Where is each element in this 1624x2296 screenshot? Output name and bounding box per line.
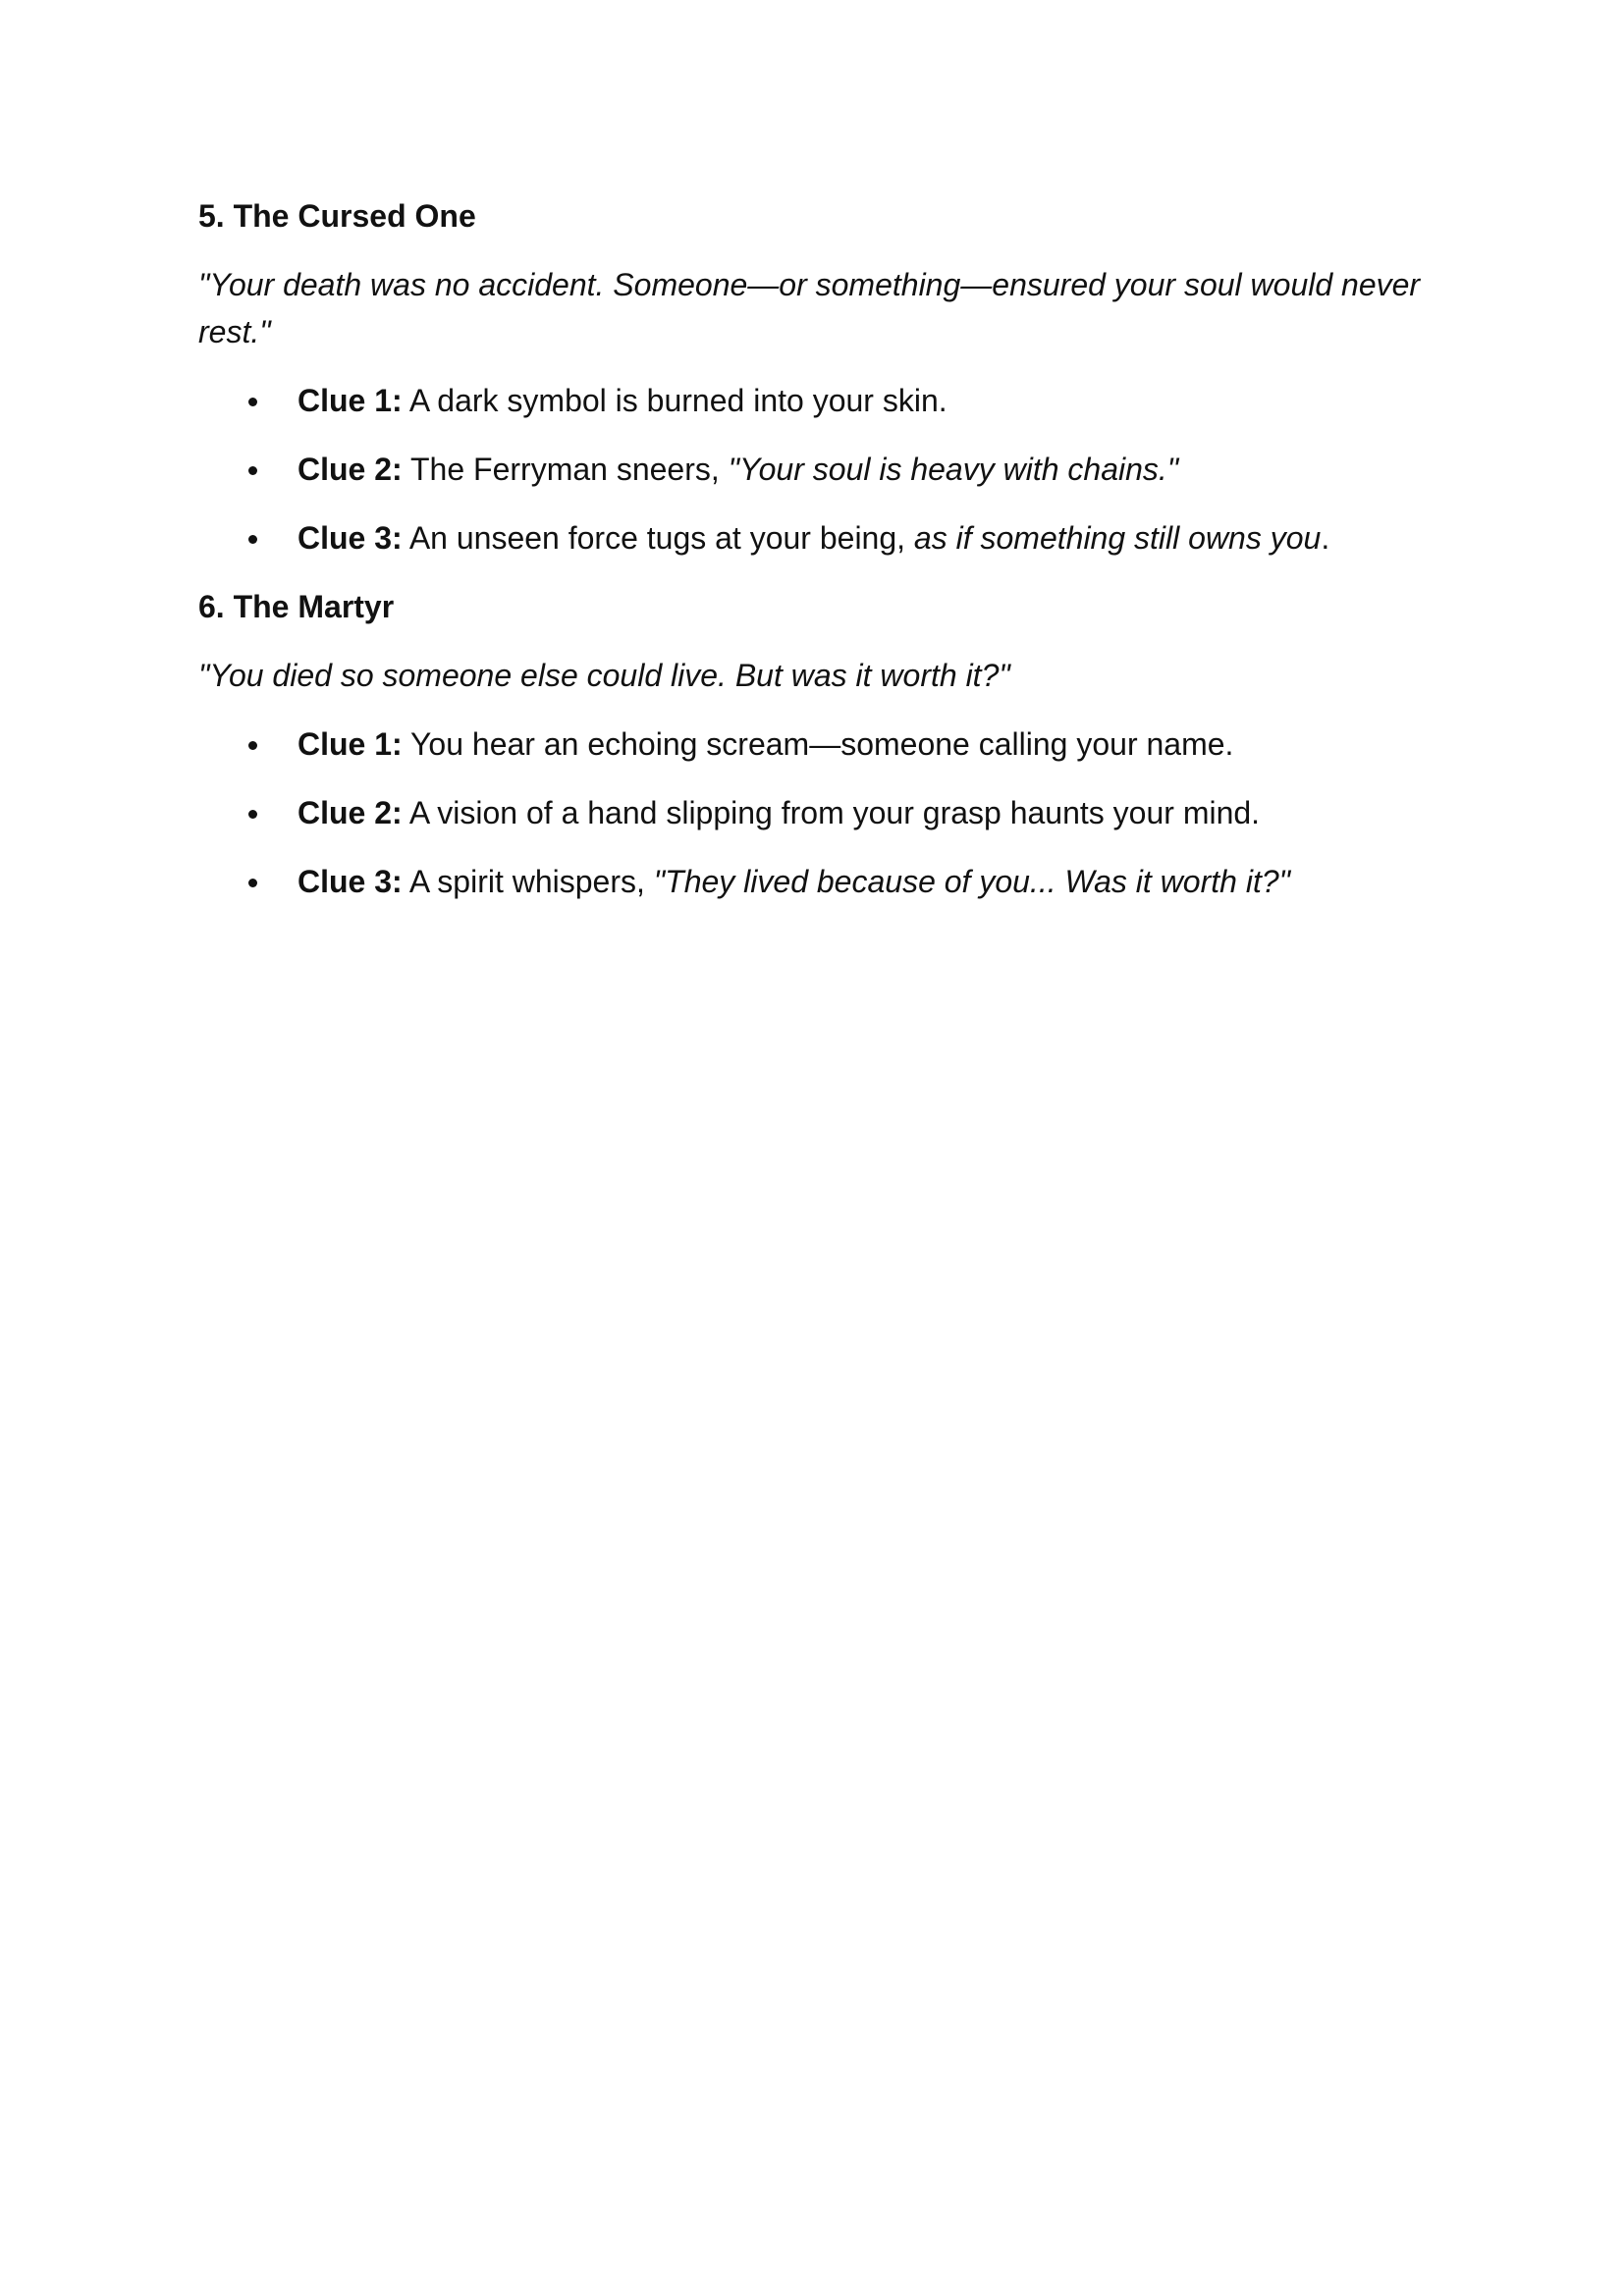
clue-text: An unseen force tugs at your being, <box>402 520 914 556</box>
section-quote-martyr: "You died so someone else could live. But was it worth it?" <box>198 658 1010 693</box>
clue-text: A dark symbol is burned into your skin. <box>402 383 947 418</box>
clue-text: A spirit whispers, <box>402 864 654 899</box>
section-quote-cursed-one: "Your death was no accident. Someone—or something—ensured your soul would never rest." <box>198 267 1421 349</box>
clue-tail-text: . <box>1321 520 1330 556</box>
clue-list-martyr <box>198 721 1455 905</box>
section-heading-martyr: 6. The Martyr <box>198 589 395 624</box>
clue-label: Clue 3: <box>298 520 403 556</box>
document-body <box>198 192 1455 905</box>
clue-item <box>198 446 1455 493</box>
clue-label: Clue 2: <box>298 795 403 830</box>
clue-list-cursed-one <box>198 377 1455 561</box>
clue-item <box>198 721 1455 768</box>
clue-item <box>198 514 1455 561</box>
clue-text: You hear an echoing scream—someone calling your name. <box>402 726 1234 762</box>
clue-label: Clue 1: <box>298 383 403 418</box>
clue-item <box>198 789 1455 836</box>
section-heading-cursed-one: 5. The Cursed One <box>198 198 476 234</box>
clue-text: The Ferryman sneers, <box>402 452 729 487</box>
clue-italic-text: "Your soul is heavy with chains." <box>728 452 1179 487</box>
clue-item <box>198 377 1455 424</box>
clue-label: Clue 2: <box>298 452 403 487</box>
clue-label: Clue 3: <box>298 864 403 899</box>
clue-text: A vision of a hand slipping from your grasp haunts your mind. <box>402 795 1261 830</box>
clue-italic-text: as if something still owns you <box>913 520 1322 556</box>
clue-item <box>198 858 1455 905</box>
clue-italic-text: "They lived because of you... Was it worth it?" <box>653 864 1290 899</box>
clue-label: Clue 1: <box>298 726 403 762</box>
